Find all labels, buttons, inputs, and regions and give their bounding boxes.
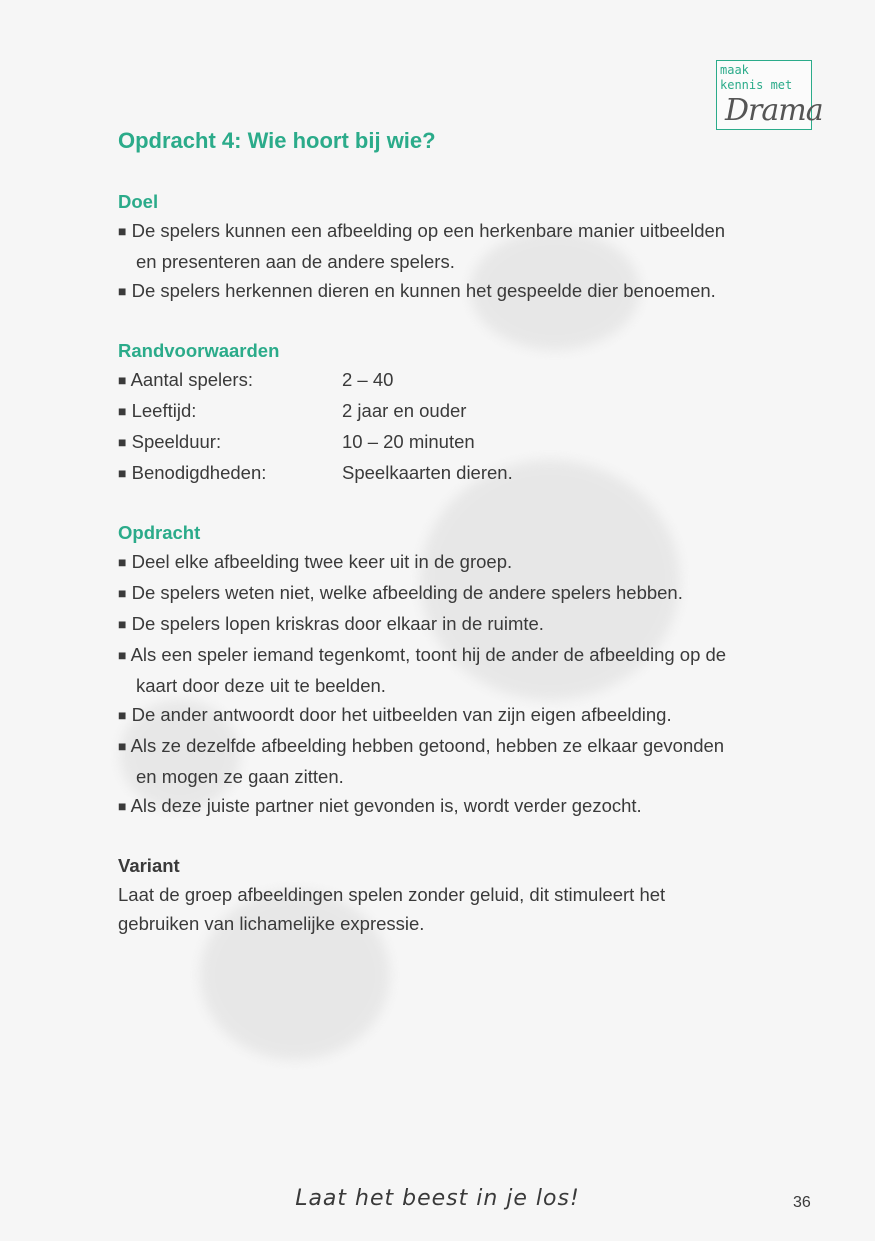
main-content: [118, 187, 818, 938]
list-item: [118, 700, 818, 731]
bullet-icon: ■: [118, 434, 127, 450]
condition-label: Aantal spelers:: [130, 369, 253, 390]
condition-row: [118, 365, 818, 396]
bullet-icon: ■: [118, 616, 127, 632]
list-item-text: De ander antwoordt door het uitbeelden van zijn eigen afbeelding.: [131, 704, 672, 725]
logo-line-1: maak: [720, 63, 749, 77]
variant-text-line: Laat de groep afbeeldingen spelen zonder geluid, dit stimuleert het: [118, 884, 666, 905]
list-item: [118, 547, 818, 578]
bullet-icon: ■: [118, 647, 127, 663]
variant-text-line: gebruiken van lichamelijke expressie.: [118, 913, 425, 934]
condition-row: [118, 427, 818, 458]
footer-slogan: Laat het beest in je los!: [295, 1186, 580, 1211]
bullet-icon: ■: [118, 403, 127, 419]
bullet-icon: ■: [118, 554, 127, 570]
condition-value: Speelkaarten dieren.: [342, 462, 513, 483]
bullet-icon: ■: [118, 738, 127, 754]
bullet-icon: ■: [118, 585, 127, 601]
section-heading-variant: Variant: [118, 855, 180, 876]
list-item-text: De spelers kunnen een afbeelding op een herkenbare manier uitbeelden: [131, 220, 726, 241]
page-number: 36: [793, 1194, 811, 1211]
condition-label: Benodigdheden:: [131, 462, 267, 483]
list-item: [118, 276, 818, 307]
bullet-icon: ■: [118, 798, 127, 814]
bullet-icon: ■: [118, 223, 127, 239]
page-title: Opdracht 4: Wie hoort bij wie?: [118, 128, 436, 153]
section-heading-randvoorwaarden: Randvoorwaarden: [118, 340, 280, 361]
condition-row: [118, 396, 818, 427]
list-item: [118, 609, 818, 640]
bullet-icon: ■: [118, 707, 127, 723]
list-item-text: De spelers herkennen dieren en kunnen het gespeelde dier benoemen.: [131, 280, 716, 301]
list-item-text: Als een speler iemand tegenkomt, toont hij de ander de afbeelding op de: [130, 644, 727, 665]
list-item-text: Als deze juiste partner niet gevonden is, wordt verder gezocht.: [130, 795, 642, 816]
bullet-icon: ■: [118, 283, 127, 299]
condition-value: 10 – 20 minuten: [342, 431, 475, 452]
list-item-text: De spelers weten niet, welke afbeelding de andere spelers hebben.: [131, 582, 683, 603]
drama-logo: [716, 60, 823, 130]
list-item-continuation: kaart door deze uit te beelden.: [136, 675, 386, 696]
list-item-text: Als ze dezelfde afbeelding hebben getoond, hebben ze elkaar gevonden: [130, 735, 725, 756]
condition-row: [118, 458, 818, 489]
condition-value: 2 jaar en ouder: [342, 400, 467, 421]
section-heading-doel: Doel: [118, 191, 159, 212]
list-item-continuation: en mogen ze gaan zitten.: [136, 766, 344, 787]
condition-value: 2 – 40: [342, 369, 394, 390]
list-item: [118, 578, 818, 609]
section-heading-opdracht: Opdracht: [118, 522, 201, 543]
list-item-text: De spelers lopen kriskras door elkaar in de ruimte.: [131, 613, 544, 634]
condition-label: Leeftijd:: [131, 400, 197, 421]
list-item: [118, 791, 818, 822]
list-item: [118, 640, 818, 671]
logo-line-3: Drama: [725, 93, 823, 128]
bullet-icon: ■: [118, 372, 127, 388]
logo-line-2: kennis met: [720, 78, 793, 92]
list-item: [118, 731, 818, 762]
bullet-icon: ■: [118, 465, 127, 481]
condition-label: Speelduur:: [131, 431, 222, 452]
list-item-continuation: en presenteren aan de andere spelers.: [136, 251, 455, 272]
list-item: [118, 216, 818, 247]
list-item-text: Deel elke afbeelding twee keer uit in de groep.: [131, 551, 513, 572]
